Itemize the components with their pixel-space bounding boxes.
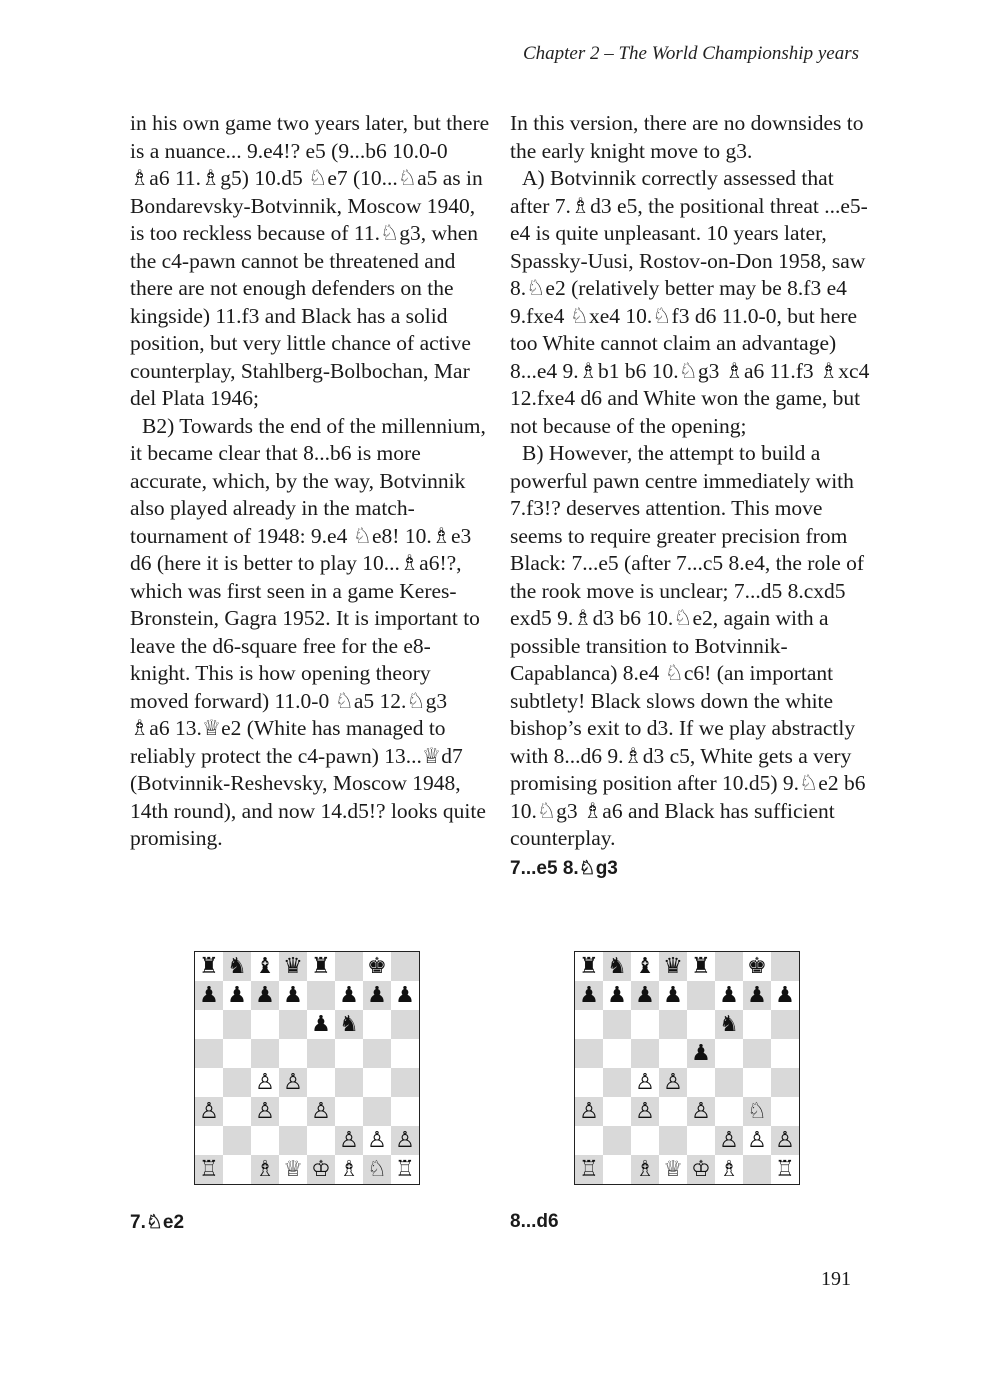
board-square: ♔ <box>687 1155 715 1184</box>
board-square <box>391 1039 419 1068</box>
board-square <box>223 1097 251 1126</box>
board-square <box>391 1010 419 1039</box>
board-square <box>631 1126 659 1155</box>
board-square <box>307 1068 335 1097</box>
board-square: ♙ <box>363 1126 391 1155</box>
left-text-column <box>130 110 490 853</box>
diagram-2-caption: 8...d6 <box>510 1211 559 1232</box>
board-square <box>687 1126 715 1155</box>
board-square <box>631 1039 659 1068</box>
board-square <box>363 1068 391 1097</box>
board-square <box>195 1126 223 1155</box>
board-square: ♚ <box>743 952 771 981</box>
board-square <box>743 1068 771 1097</box>
board-square <box>251 1039 279 1068</box>
board-square <box>603 1126 631 1155</box>
board-square <box>771 1097 799 1126</box>
right-text-column <box>510 110 870 882</box>
move-heading: 7...e5 8.♘g3 <box>510 857 618 879</box>
board-square: ♙ <box>687 1097 715 1126</box>
board-square: ♚ <box>363 952 391 981</box>
board-square: ♟ <box>659 981 687 1010</box>
board-square: ♙ <box>631 1068 659 1097</box>
board-square: ♝ <box>251 952 279 981</box>
board-square <box>279 1097 307 1126</box>
board-square: ♙ <box>335 1126 363 1155</box>
right-paragraph-1: In this version, there are no downsides to the early knight move to g3. <box>510 111 864 163</box>
board-square: ♙ <box>771 1126 799 1155</box>
board-square <box>195 1010 223 1039</box>
board-square <box>715 952 743 981</box>
board-square <box>659 1010 687 1039</box>
board-square: ♙ <box>391 1126 419 1155</box>
diagram-1-caption: 7.♘e2 <box>130 1212 185 1233</box>
board-square: ♕ <box>659 1155 687 1184</box>
board-square <box>659 1097 687 1126</box>
board-square <box>575 1126 603 1155</box>
board-square <box>251 1126 279 1155</box>
board-square: ♗ <box>251 1155 279 1184</box>
board-square <box>251 1010 279 1039</box>
board-square: ♛ <box>659 952 687 981</box>
board-square <box>771 1068 799 1097</box>
board-square <box>307 1039 335 1068</box>
right-paragraph-2: A) Botvinnik correctly assessed that after 7.♗d3 e5, the positional threat ...e5-e4 is quite unpleasant. 10 years later, Spassky-Uusi, Rostov-on-Don 1958, saw 8.♘e2 (relatively better may be 8.f3 e4 9.fxe4 ♘xe4 10.♘f3 d6 11.0-0, but here too White cannot claim an advantage) 8...e4 9.♗b1 b6 10.♘g3 ♗a6 11.f3 ♗xc4 12.fxe4 d6 and White won the game, but not because of the opening; <box>510 166 870 438</box>
board-square <box>335 1068 363 1097</box>
board-square: ♙ <box>659 1068 687 1097</box>
board-square <box>391 1068 419 1097</box>
board-square: ♟ <box>575 981 603 1010</box>
board-square: ♙ <box>279 1068 307 1097</box>
board-square: ♖ <box>195 1155 223 1184</box>
board-square <box>771 1039 799 1068</box>
board-square: ♟ <box>279 981 307 1010</box>
board-square <box>771 952 799 981</box>
board-square: ♜ <box>195 952 223 981</box>
board-square <box>223 1068 251 1097</box>
board-square <box>307 1126 335 1155</box>
board-square: ♟ <box>251 981 279 1010</box>
board-square <box>335 952 363 981</box>
board-square: ♜ <box>307 952 335 981</box>
board-square <box>687 1068 715 1097</box>
board-square: ♗ <box>715 1155 743 1184</box>
left-paragraph-1: in his own game two years later, but there is a nuance... 9.e4!? e5 (9...b6 10.0-0 ♗a6 11.♗g5) 10.d5 ♘e7 (10...♘a5 as in Bondarevsky-Botvinnik, Moscow 1940, is too reckless because of 11.♘g3, when the c4-pawn cannot be threatened and there are not enough defenders on the kingside) 11.f3 and Black has a solid position, but very little chance of active counterplay, Stahlberg-Bolbochan, Mar del Plata 1946; <box>130 111 490 410</box>
board-square: ♝ <box>631 952 659 981</box>
board-square <box>771 1010 799 1039</box>
board-square <box>223 1126 251 1155</box>
board-square: ♜ <box>575 952 603 981</box>
board-square <box>659 1039 687 1068</box>
board-square: ♟ <box>391 981 419 1010</box>
board-square: ♟ <box>195 981 223 1010</box>
board-square <box>603 1097 631 1126</box>
board-square <box>575 1010 603 1039</box>
board-square: ♘ <box>363 1155 391 1184</box>
board-square: ♞ <box>603 952 631 981</box>
board-square: ♙ <box>575 1097 603 1126</box>
page-number: 191 <box>821 1268 851 1290</box>
chess-diagram-2 <box>574 951 800 1185</box>
board-square <box>335 1097 363 1126</box>
board-square <box>223 1155 251 1184</box>
board-square: ♞ <box>715 1010 743 1039</box>
board-square: ♟ <box>363 981 391 1010</box>
chess-diagram-1 <box>194 951 420 1185</box>
board-square <box>307 981 335 1010</box>
board-square: ♘ <box>743 1097 771 1126</box>
board-square: ♟ <box>307 1010 335 1039</box>
board-square: ♙ <box>251 1097 279 1126</box>
board-square: ♗ <box>631 1155 659 1184</box>
board-square: ♙ <box>631 1097 659 1126</box>
board-square <box>363 1039 391 1068</box>
board-square <box>223 1039 251 1068</box>
board-square: ♟ <box>715 981 743 1010</box>
board-square: ♟ <box>743 981 771 1010</box>
board-square <box>195 1068 223 1097</box>
board-square <box>603 1039 631 1068</box>
board-square <box>391 952 419 981</box>
board-square: ♛ <box>279 952 307 981</box>
board-square: ♗ <box>335 1155 363 1184</box>
board-square: ♖ <box>771 1155 799 1184</box>
board-square <box>631 1010 659 1039</box>
board-square: ♟ <box>687 1039 715 1068</box>
board-square: ♟ <box>603 981 631 1010</box>
board-square <box>279 1010 307 1039</box>
board-square: ♖ <box>391 1155 419 1184</box>
board-square: ♟ <box>631 981 659 1010</box>
board-square <box>279 1039 307 1068</box>
board-square: ♙ <box>195 1097 223 1126</box>
board-square <box>715 1039 743 1068</box>
board-square: ♙ <box>251 1068 279 1097</box>
board-square <box>715 1097 743 1126</box>
board-square <box>743 1155 771 1184</box>
right-paragraph-3: B) However, the attempt to build a powerful pawn centre immediately with 7.f3!? deserves attention. This move seems to require greater precision from Black: 7...e5 (after 7...c5 8.e4, the role of the rook move is unclear; 7...d5 8.cxd5 exd5 9.♗d3 b6 10.♘e2, again with a possible transition to Botvinnik-Capablanca) 8.e4 ♘c6! (an important subtlety! Black slows down the white bishop’s exit to d3. If we play abstractly with 8...d6 9.♗d3 c5, White gets a very promising position after 10.d5) 9.♘e2 b6 10.♘g3 ♗a6 and Black has sufficient counterplay. <box>510 441 866 850</box>
board-square: ♟ <box>335 981 363 1010</box>
board-square <box>575 1068 603 1097</box>
board-square <box>335 1039 363 1068</box>
board-square: ♞ <box>335 1010 363 1039</box>
board-square: ♟ <box>223 981 251 1010</box>
board-square <box>687 981 715 1010</box>
board-square: ♟ <box>771 981 799 1010</box>
board-square: ♙ <box>743 1126 771 1155</box>
board-square <box>575 1039 603 1068</box>
board-square: ♙ <box>307 1097 335 1126</box>
running-header: Chapter 2 – The World Championship years <box>522 43 859 64</box>
board-square: ♖ <box>575 1155 603 1184</box>
board-square: ♕ <box>279 1155 307 1184</box>
board-square <box>659 1126 687 1155</box>
board-square <box>687 1010 715 1039</box>
board-square: ♔ <box>307 1155 335 1184</box>
board-square: ♜ <box>687 952 715 981</box>
board-square <box>715 1068 743 1097</box>
left-paragraph-2: B2) Towards the end of the millennium, it became clear that 8...b6 is more accurate, which, by the way, Botvinnik also played already in the match-tournament of 1948: 9.e4 ♘e8! 10.♗e3 d6 (here it is better to play 10...♗a6!?, which was first seen in a game Keres-Bronstein, Gagra 1952. It is important to leave the d6-square free for the e8-knight. This is how opening theory moved forward) 11.0-0 ♘a5 12.♘g3 ♗a6 13.♕e2 (White has managed to reliably protect the c4-pawn) 13...♕d7 (Botvinnik-Reshevsky, Moscow 1948, 14th round), and now 14.d5!? looks quite promising. <box>130 413 486 850</box>
board-square <box>363 1010 391 1039</box>
board-square <box>743 1010 771 1039</box>
board-square <box>603 1068 631 1097</box>
board-square: ♞ <box>223 952 251 981</box>
board-square <box>391 1097 419 1126</box>
board-square <box>603 1010 631 1039</box>
board-square <box>223 1010 251 1039</box>
board-square <box>195 1039 223 1068</box>
board-square <box>603 1155 631 1184</box>
board-square <box>279 1126 307 1155</box>
board-square <box>743 1039 771 1068</box>
board-square <box>363 1097 391 1126</box>
board-square: ♙ <box>715 1126 743 1155</box>
